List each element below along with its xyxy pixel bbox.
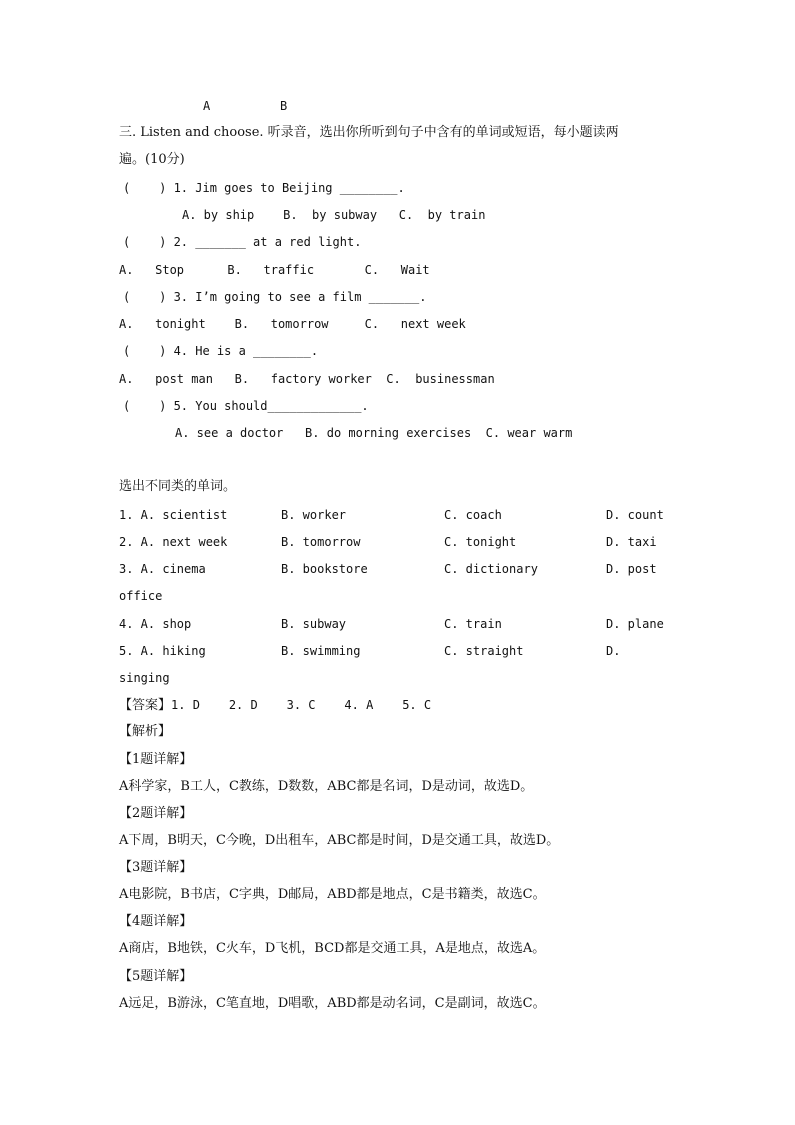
option-c: C. train <box>444 617 502 631</box>
option-d: D. plane <box>606 617 664 631</box>
option-d: D. taxi <box>606 535 657 549</box>
answer-label: 【答案】 <box>119 698 172 713</box>
question-2-options: A. Stop B. traffic C. Wait <box>119 263 430 277</box>
option-a: 4. A. shop <box>119 617 192 631</box>
analysis-item-title: 【3题详解】 <box>119 860 193 875</box>
answer-text: 1. D 2. D 3. C 4. A 5. C <box>171 698 432 712</box>
option-b: B. tomorrow <box>281 535 361 549</box>
analysis-item-text: A科学家，B工人，C教练，D数数，ABC都是名词，D是动词，故选D。 <box>119 779 534 794</box>
question-4-options: A. post man B. factory worker C. businessman <box>119 372 495 386</box>
option-d-wrap: singing <box>119 671 170 685</box>
option-b: B. subway <box>281 617 347 631</box>
option-b: B. worker <box>281 508 347 522</box>
question-5-stem: ( ) 5. You should_____________. <box>123 399 369 413</box>
option-a: 2. A. next week <box>119 535 228 549</box>
question-3-stem: ( ) 3. I’m going to see a film _______. <box>123 290 427 304</box>
analysis-item-text: A商店，B地铁，C火车，D飞机，BCD都是交通工具，A是地点，故选A。 <box>119 941 546 956</box>
question-4-stem: ( ) 4. He is a ________. <box>123 344 319 358</box>
fragment-option-a: A <box>203 99 211 113</box>
option-c: C. coach <box>444 508 502 522</box>
option-b: B. swimming <box>281 644 361 658</box>
option-c: C. tonight <box>444 535 517 549</box>
answer-line <box>119 697 431 714</box>
analysis-item-title: 【4题详解】 <box>119 914 193 929</box>
question-1-options: A. by ship B. by subway C. by train <box>182 208 486 222</box>
option-d-wrap: office <box>119 589 163 603</box>
question-5-options: A. see a doctor B. do morning exercises C. wear warm <box>175 426 573 440</box>
analysis-item-title: 【5题详解】 <box>119 969 193 984</box>
analysis-label: 【解析】 <box>119 724 172 739</box>
option-c: C. dictionary <box>444 562 538 576</box>
option-b: B. bookstore <box>281 562 368 576</box>
option-d: D. post <box>606 562 657 576</box>
section3-heading-line2: 遍。(10分) <box>119 152 185 167</box>
question-1-stem: ( ) 1. Jim goes to Beijing ________. <box>123 181 405 195</box>
fragment-option-b: B <box>280 99 288 113</box>
question-2-stem: ( ) 2. _______ at a red light. <box>123 235 362 249</box>
option-d: D. <box>606 644 621 658</box>
analysis-item-title: 【1题详解】 <box>119 752 193 767</box>
option-a: 3. A. cinema <box>119 562 206 576</box>
section3-heading-line1: 三. Listen and choose. 听录音，选出你所听到句子中含有的单词或短语，每小题读两 <box>119 125 619 140</box>
analysis-item-title: 【2题详解】 <box>119 806 193 821</box>
option-c: C. straight <box>444 644 524 658</box>
question-3-options: A. tonight B. tomorrow C. next week <box>119 317 466 331</box>
analysis-item-text: A电影院，B书店，C字典，D邮局，ABD都是地点，C是书籍类，故选C。 <box>119 887 546 902</box>
option-d: D. count <box>606 508 664 522</box>
option-a: 1. A. scientist <box>119 508 228 522</box>
odd-one-out-heading: 选出不同类的单词。 <box>119 479 237 494</box>
analysis-item-text: A下周，B明天，C今晚，D出租车，ABC都是时间，D是交通工具，故选D。 <box>119 833 560 848</box>
analysis-item-text: A远足，B游泳，C笔直地，D唱歌，ABD都是动名词，C是副词，故选C。 <box>119 996 546 1011</box>
option-a: 5. A. hiking <box>119 644 206 658</box>
